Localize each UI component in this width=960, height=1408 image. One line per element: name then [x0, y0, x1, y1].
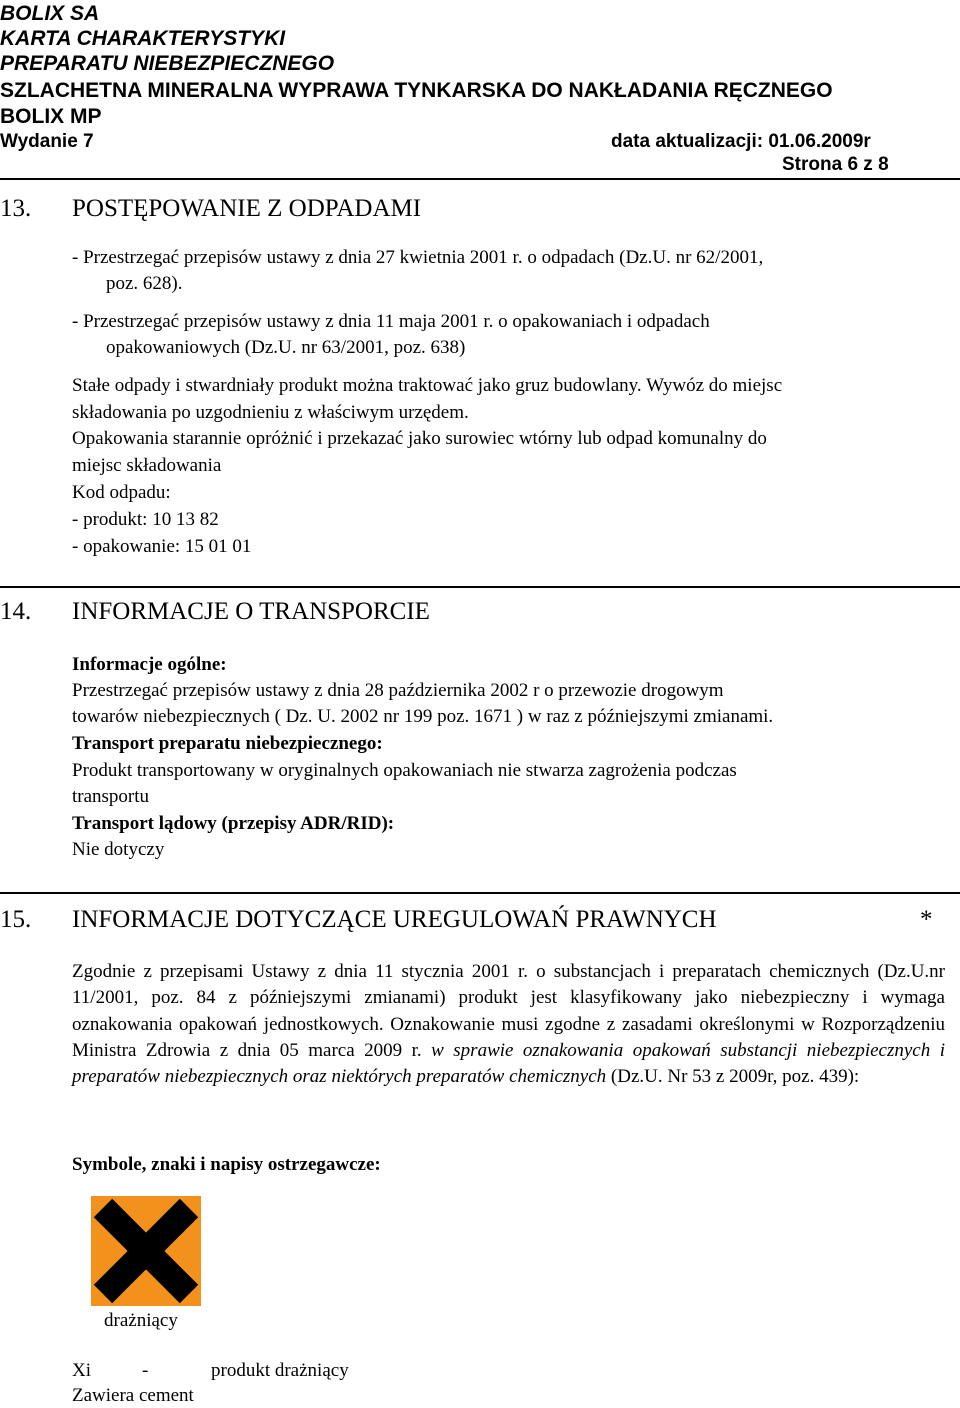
company-name: BOLIX SA [0, 2, 100, 25]
regulation-paragraph [72, 959, 945, 1090]
section-title: INFORMACJE DOTYCZĄCE UREGULOWAŃ PRAWNYCH [72, 906, 717, 933]
paragraph-2-line-2: miejsc składowania [72, 455, 222, 476]
waste-code-packaging: - opakowanie: 15 01 01 [72, 536, 252, 557]
xi-irritant-cross-icon [91, 1196, 201, 1306]
xi-irritant-pictogram [91, 1196, 201, 1306]
transport-line-2: transportu [72, 786, 150, 807]
general-info-label: Informacje ogólne: [72, 654, 227, 675]
section-title: INFORMACJE O TRANSPORCIE [72, 598, 430, 625]
header-rule [0, 178, 960, 180]
section-14-rule [0, 892, 960, 894]
general-info-line-1: Przestrzegać przepisów ustawy z dnia 28 października 2002 r o przewozie drogowym [72, 680, 724, 701]
section-13-rule [0, 586, 960, 588]
pictogram-caption: drażniący [104, 1310, 178, 1331]
section-title: POSTĘPOWANIE Z ODPADAMI [72, 195, 422, 222]
document-type: KARTA CHARAKTERYSTYKI [0, 27, 286, 50]
regulation-title-italic: w sprawie oznakowania opakowań substancji niebezpiecznych i preparatów niebezpiecznych oraz niektórych preparatów chemicznych [72, 1039, 945, 1088]
bullet-1-line-2: poz. 628). [106, 273, 183, 294]
page-number: Strona 6 z 8 [782, 154, 889, 175]
warning-symbols-label: Symbole, znaki i napisy ostrzegawcze: [72, 1154, 381, 1175]
product-code: BOLIX MP [0, 105, 102, 128]
paragraph-1-line-2: składowania po uzgodnieniu z właściwym urzędem. [72, 402, 469, 423]
section-number: 13. [0, 195, 32, 222]
revision-asterisk: * [920, 906, 933, 933]
section-number: 14. [0, 598, 32, 625]
update-date: data aktualizacji: 01.06.2009r [611, 131, 871, 152]
xi-dash: - [142, 1360, 149, 1381]
waste-code-label: Kod odpadu: [72, 482, 171, 503]
paragraph-1-line-1: Stałe odpady i stwardniały produkt można traktować jako gruz budowlany. Wywóz do miejsc [72, 375, 783, 396]
general-info-line-2: towarów niebezpiecznych ( Dz. U. 2002 nr 199 poz. 1671 ) w raz z późniejszymi zmianami. [72, 706, 774, 727]
land-transport-label: Transport lądowy (przepisy ADR/RID): [72, 813, 395, 834]
bullet-2-line-2: opakowaniowych (Dz.U. nr 63/2001, poz. 638) [106, 337, 466, 358]
regulation-reference: (Dz.U. Nr 53 z 2009r, poz. 439): [606, 1066, 860, 1088]
xi-description: produkt drażniący [211, 1360, 349, 1381]
transport-line-1: Produkt transportowany w oryginalnych opakowaniach nie stwarza zagrożenia podczas [72, 760, 737, 781]
contains-cement: Zawiera cement [72, 1385, 194, 1406]
transport-label: Transport preparatu niebezpiecznego: [72, 733, 383, 754]
edition: Wydanie 7 [0, 131, 94, 152]
section-number: 15. [0, 906, 32, 933]
land-transport-value: Nie dotyczy [72, 839, 165, 860]
preparation-type: PREPARATU NIEBEZPIECZNEGO [0, 52, 335, 75]
bullet-1-line-1: - Przestrzegać przepisów ustawy z dnia 27 kwietnia 2001 r. o odpadach (Dz.U. nr 62/2001, [72, 247, 764, 268]
product-name: SZLACHETNA MINERALNA WYPRAWA TYNKARSKA DO NAKŁADANIA RĘCZNEGO [0, 79, 833, 102]
bullet-2-line-1: - Przestrzegać przepisów ustawy z dnia 11 maja 2001 r. o opakowaniach i odpadach [72, 311, 710, 332]
regulation-text: Zgodnie z przepisami Ustawy z dnia 11 stycznia 2001 r. o substancjach i preparatach chemicznych (Dz.U.nr 11/2001, poz. 84 z późniejszymi zmianami) produkt jest klasyfikowany jako niebezpieczny i wymaga oznakowania opakowań jednostkowych. Oznakowanie musi zgodne z zasadami określonymi w Rozporządzeniu Ministra Zdrowia z dnia 05 marca 2009 r. [72, 961, 945, 1061]
paragraph-2-line-1: Opakowania starannie opróżnić i przekazać jako surowiec wtórny lub odpad komunalny do [72, 428, 767, 449]
waste-code-product: - produkt: 10 13 82 [72, 509, 219, 530]
xi-code: Xi [72, 1360, 91, 1381]
